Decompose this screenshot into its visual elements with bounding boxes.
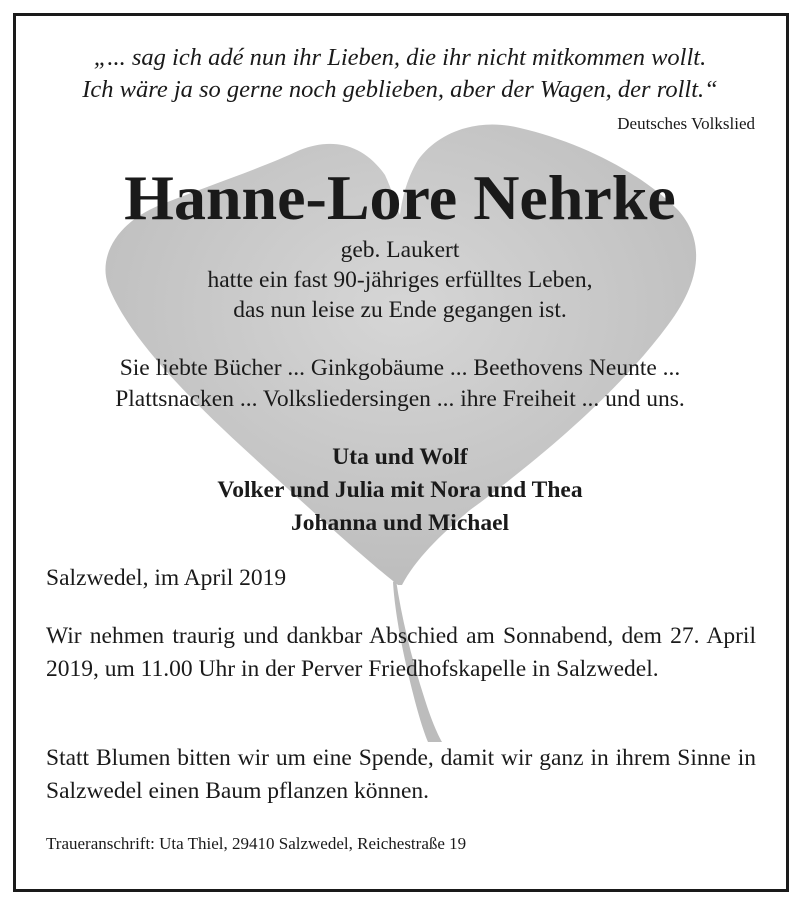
place-date: Salzwedel, im April 2019 [46, 565, 287, 591]
loved-line-2: Plattsnacken ... Volksliedersingen ... ihre Freiheit ... und uns. [115, 386, 685, 412]
mourning-address: Traueranschrift: Uta Thiel, 29410 Salzwedel, Reichestraße 19 [46, 834, 467, 853]
life-line-2: das nun leise zu Ende gegangen ist. [233, 297, 567, 323]
birth-name: geb. Laukert [340, 237, 460, 263]
loved-line-1: Sie liebte Bücher ... Ginkgobäume ... Beethovens Neunte ... [119, 355, 681, 381]
farewell-text: Wir nehmen traurig und dankbar Abschied am Sonnabend, dem 27. April 2019, um 11.00 Uhr in der Perver Friedhofskapelle in Salzwedel. [46, 623, 756, 682]
family-line: Uta und Wolf [332, 444, 468, 470]
quote-source: Deutsches Volkslied [617, 114, 755, 133]
donation-text: Statt Blumen bitten wir um eine Spende, damit wir ganz in ihrem Sinne in Salzwedel einen Baum pflanzen können. [46, 745, 756, 804]
deceased-name: Hanne-Lore Nehrke [124, 162, 676, 233]
quote-line-2: Ich wäre ja so gerne noch geblieben, aber der Wagen, der rollt.“ [82, 76, 718, 103]
family-line: Johanna und Michael [290, 510, 510, 536]
family-line: Volker und Julia mit Nora und Thea [217, 477, 583, 503]
life-line-1: hatte ein fast 90-jähriges erfülltes Leben, [207, 267, 593, 293]
quote-line-1: „... sag ich adé nun ihr Lieben, die ihr nicht mitkommen wollt. [93, 44, 707, 71]
